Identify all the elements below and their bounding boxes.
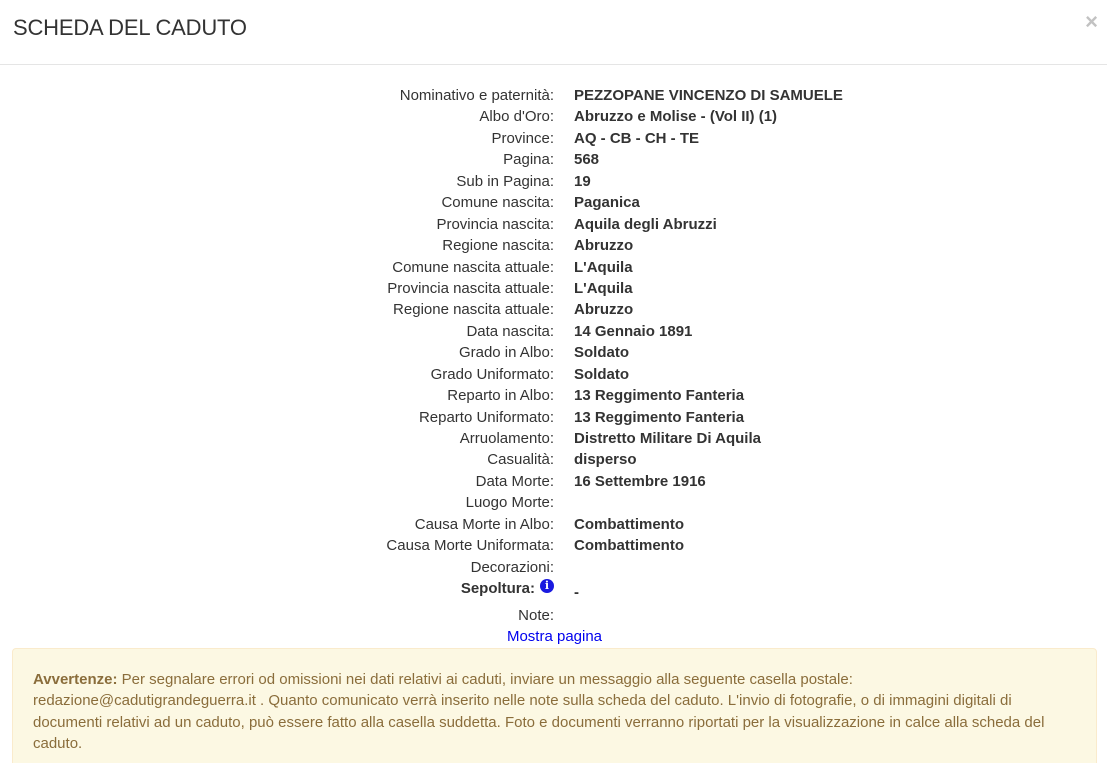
field-row (0, 171, 1107, 192)
field-row (0, 364, 1107, 385)
modal-header (0, 0, 1107, 65)
field-label: Data Morte: (475, 472, 554, 490)
field-label: Provincia nascita attuale: (387, 279, 554, 297)
field-value: 568 (574, 151, 600, 169)
field-value: 14 Gennaio 1891 (574, 322, 693, 340)
note-row (0, 605, 1107, 627)
mostra-pagina-link[interactable]: Mostra pagina (506, 628, 603, 645)
field-row (0, 278, 1107, 299)
field-row (0, 321, 1107, 342)
field-value: Abruzzo (574, 237, 634, 255)
field-value: AQ - CB - CH - TE (574, 129, 699, 147)
field-label: Comune nascita attuale: (392, 258, 554, 276)
field-row (0, 257, 1107, 278)
field-label: Luogo Morte: (465, 494, 554, 512)
field-label: Decorazioni: (470, 558, 554, 576)
sepoltura-label: Sepoltura: (460, 580, 535, 598)
field-row (0, 471, 1107, 492)
field-row (0, 192, 1107, 213)
field-row (0, 85, 1107, 106)
field-value: 13 Reggimento Fanteria (574, 387, 745, 405)
field-row (0, 106, 1107, 127)
field-value: 16 Settembre 1916 (574, 472, 706, 490)
alert-text: Per segnalare errori od omissioni nei dati relativi ai caduti, inviare un messaggio alla seguente casella postale: redazione@cadutigrandeguerra.it . Quanto comunicato verrà inserito nelle note sulla scheda del caduto. L'invio di fotografie, o di immagini digitali di documenti relativi ad un caduto, può essere fatto alla casella suddetta. Foto e documenti verranno riportati per la visualizzazione in calce alla scheda del caduto. (33, 671, 1045, 752)
field-label: Causa Morte in Albo: (414, 515, 554, 533)
field-label: Province: (491, 129, 554, 147)
field-label: Pagina: (503, 151, 554, 169)
field-label: Casualità: (487, 451, 554, 469)
field-row (0, 449, 1107, 470)
field-row (0, 492, 1107, 513)
sepoltura-value: - (574, 584, 579, 602)
field-label: Nominativo e paternità: (399, 87, 554, 104)
note-label: Note: (518, 607, 554, 625)
field-label: Regione nascita attuale: (393, 301, 554, 319)
field-label: Comune nascita: (441, 194, 554, 212)
field-row (0, 514, 1107, 535)
field-value: Soldato (574, 365, 629, 383)
field-value: L'Aquila (574, 258, 633, 276)
field-value: 19 (574, 172, 591, 190)
field-row (0, 385, 1107, 406)
field-value: L'Aquila (574, 279, 633, 297)
field-label: Grado Uniformato: (430, 365, 554, 383)
field-row (0, 128, 1107, 149)
field-label: Reparto Uniformato: (418, 408, 554, 426)
field-value: disperso (574, 451, 637, 469)
info-icon[interactable]: i (540, 579, 554, 593)
field-label: Causa Morte Uniformata: (386, 537, 554, 555)
field-value: Paganica (574, 194, 640, 212)
warning-alert (12, 648, 1097, 763)
field-label: Sub in Pagina: (456, 172, 554, 190)
field-value: Combattimento (574, 515, 684, 533)
field-value: Distretto Militare Di Aquila (574, 430, 761, 447)
field-value: Combattimento (574, 537, 684, 555)
field-label: Albo d'Oro: (479, 108, 554, 126)
field-value: PEZZOPANE VINCENZO DI SAMUELE (574, 87, 843, 104)
close-icon[interactable]: × (1085, 9, 1098, 34)
field-label: Grado in Albo: (458, 344, 554, 362)
mostra-pagina-container (0, 628, 1107, 645)
field-row (0, 214, 1107, 235)
field-row (0, 235, 1107, 256)
field-row (0, 299, 1107, 320)
field-value: 13 Reggimento Fanteria (574, 408, 745, 426)
field-value: Abruzzo (574, 301, 634, 319)
field-row (0, 342, 1107, 363)
field-row (0, 428, 1107, 449)
field-label: Regione nascita: (442, 237, 554, 255)
field-label: Reparto in Albo: (447, 387, 554, 405)
caduto-details (0, 85, 1107, 627)
field-value: Abruzzo e Molise - (Vol II) (1) (574, 108, 778, 126)
field-label: Provincia nascita: (436, 215, 554, 233)
field-row (0, 407, 1107, 428)
field-label: Arruolamento: (459, 430, 554, 447)
field-value: Soldato (574, 344, 629, 362)
field-row (0, 557, 1107, 578)
alert-title: Avvertenze: (33, 671, 118, 688)
field-row (0, 149, 1107, 170)
sepoltura-row (0, 578, 1107, 605)
field-row (0, 535, 1107, 556)
modal-title: SCHEDA DEL CADUTO (13, 15, 247, 40)
field-value: Aquila degli Abruzzi (574, 215, 717, 233)
field-label: Data nascita: (466, 322, 554, 340)
